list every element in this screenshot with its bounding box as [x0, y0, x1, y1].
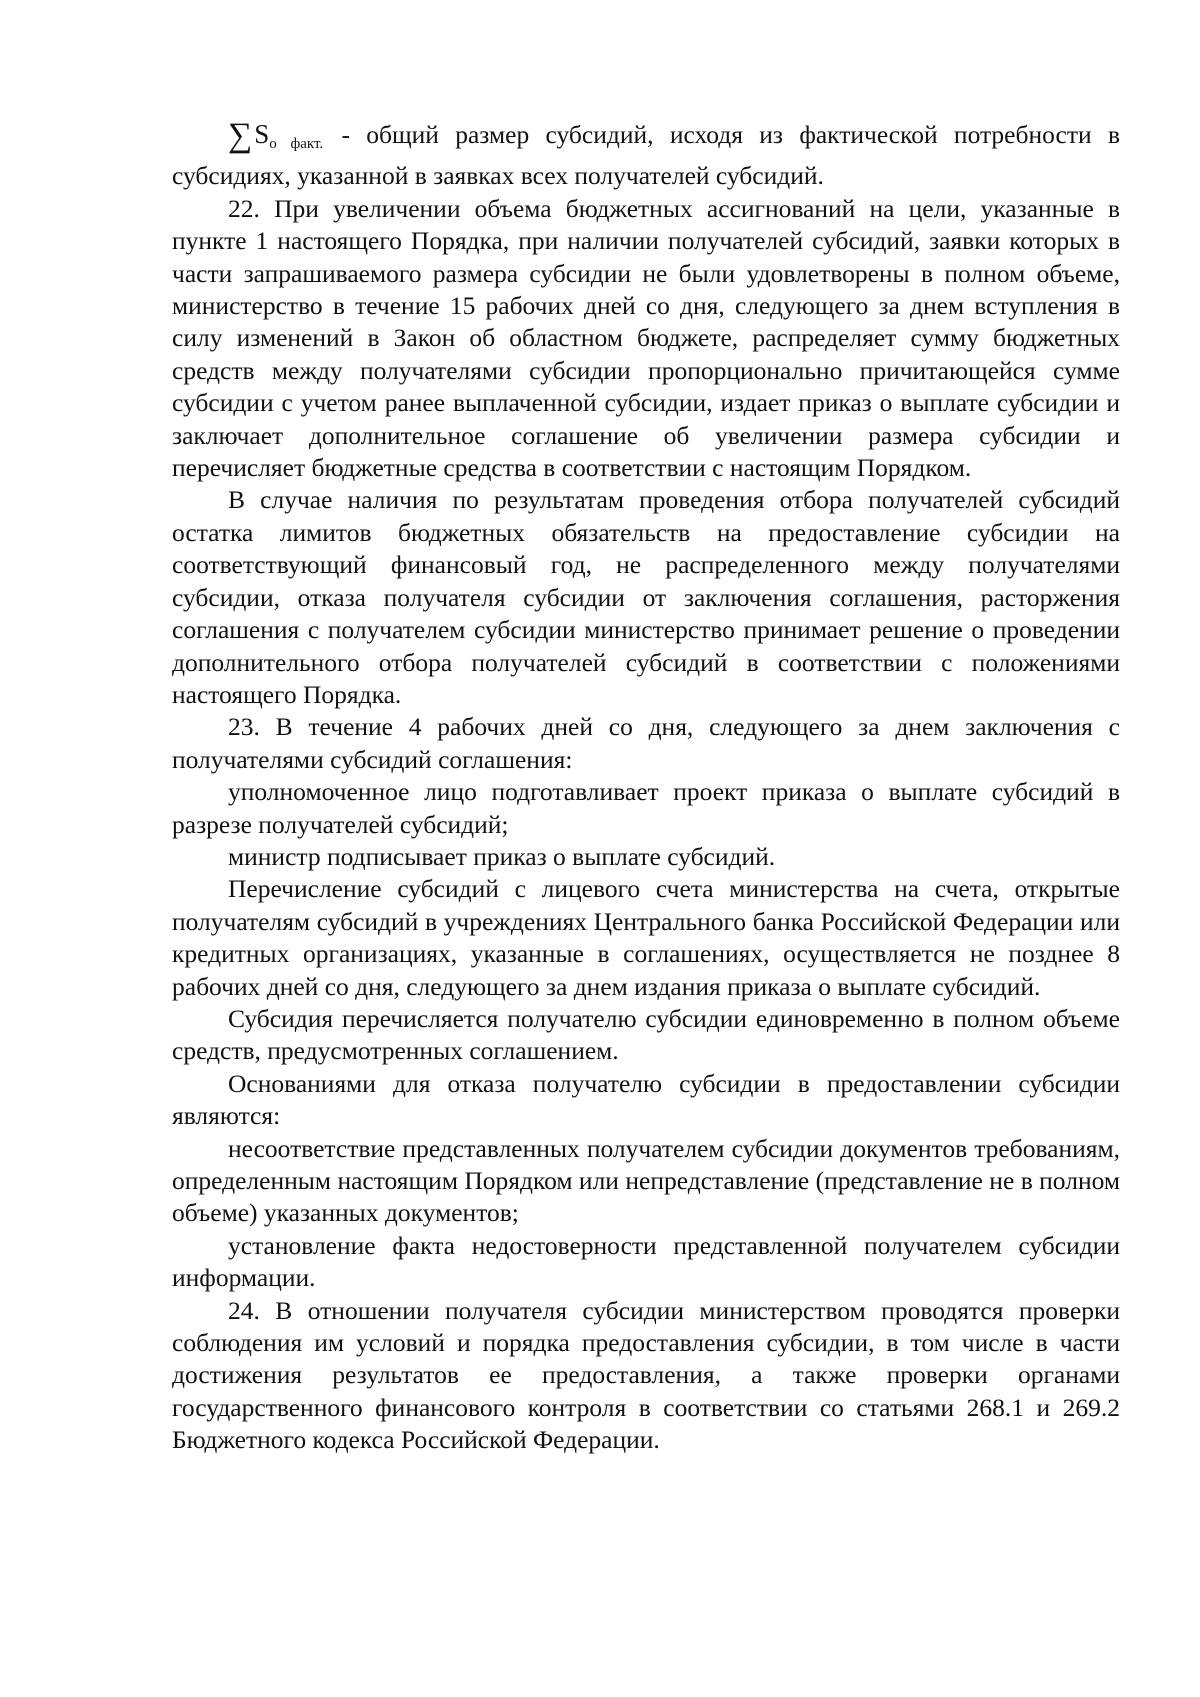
paragraph-unreliable-info: установление факта недостоверности представленной получателем субсидии информации.: [172, 1230, 1120, 1293]
paragraph-transfer: Перечисление субсидий с лицевого счета министерства на счета, открытые получателям субсидий в учреждениях Центрального банка Российской Федерации или кредитных организациях, указанные в соглашениях, осуществляется не позднее 8 рабочих дней со дня, следующего за днем издания приказа о выплате субсидий.: [172, 874, 1120, 1001]
formula-definition: [172, 118, 1120, 193]
paragraph-noncompliance: несоответствие представленных получателем субсидии документов требованиям, определенным настоящим Порядком или непредставление (представление не в полном объеме) указанных документов;: [172, 1133, 1120, 1228]
paragraph-remaining-limits: В случае наличия по результатам проведения отбора получателей субсидий остатка лимитов бюджетных обязательств на предоставление субсидии на соответствующий финансовый год, не распределенного между получателями субсидии, отказа получателя субсидии от заключения соглашения, расторжения соглашения с получателем субсидии министерство принимает решение о проведении дополнительного отбора получателей субсидий в соответствии с положениями настоящего Порядка.: [172, 485, 1120, 709]
formula-variable: S: [254, 119, 270, 149]
paragraph-lump-sum: Субсидия перечисляется получателю субсидии единовременно в полном объеме средств, предусмотренных соглашением.: [172, 1003, 1120, 1066]
document-body: [172, 118, 1120, 1457]
paragraph-24: 24. В отношении получателя субсидии министерством проводятся проверки соблюдения им условий и порядка предоставления субсидии, в том числе в части достижения результатов ее предоставления, а также проверки органами государственного финансового контроля в соответствии со статьями 268.1 и 269.2 Бюджетного кодекса Российской Федерации.: [172, 1295, 1120, 1455]
paragraph-23: 23. В течение 4 рабочих дней со дня, следующего за днем заключения с получателями субсидий соглашения:: [172, 712, 1120, 774]
paragraph-minister-signs: министр подписывает приказ о выплате субсидий.: [228, 841, 776, 871]
sigma-symbol: ∑: [228, 117, 253, 154]
formula-subscript: о факт.: [269, 136, 324, 152]
paragraph-22: 22. При увеличении объема бюджетных ассигнований на цели, указанные в пункте 1 настоящего Порядка, при наличии получателей субсидий, заявки которых в части запрашиваемого размера субсидии не были удовлетворены в полном объеме, министерство в течение 15 рабочих дней со дня, следующего за днем вступления в силу изменений в Закон об областном бюджете, распределяет сумму бюджетных средств между получателями субсидии пропорционально причитающейся сумме субсидии с учетом ранее выплаченной субсидии, издает приказ о выплате субсидии и заключает дополнительное соглашение об увеличении размера субсидии и перечисляет бюджетные средства в соответствии с настоящим Порядком.: [172, 193, 1120, 483]
paragraph-refusal-grounds: Основаниями для отказа получателю субсидии в предоставлении субсидии являются:: [172, 1068, 1120, 1131]
paragraph-authorized-person: уполномоченное лицо подготавливает проект приказа о выплате субсидий в разрезе получателей субсидий;: [172, 777, 1120, 839]
formula-definition-text: - общий размер субсидий, исходя из фактической потребности в субсидиях, указанной в заявках всех получателей субсидий.: [172, 120, 1120, 191]
